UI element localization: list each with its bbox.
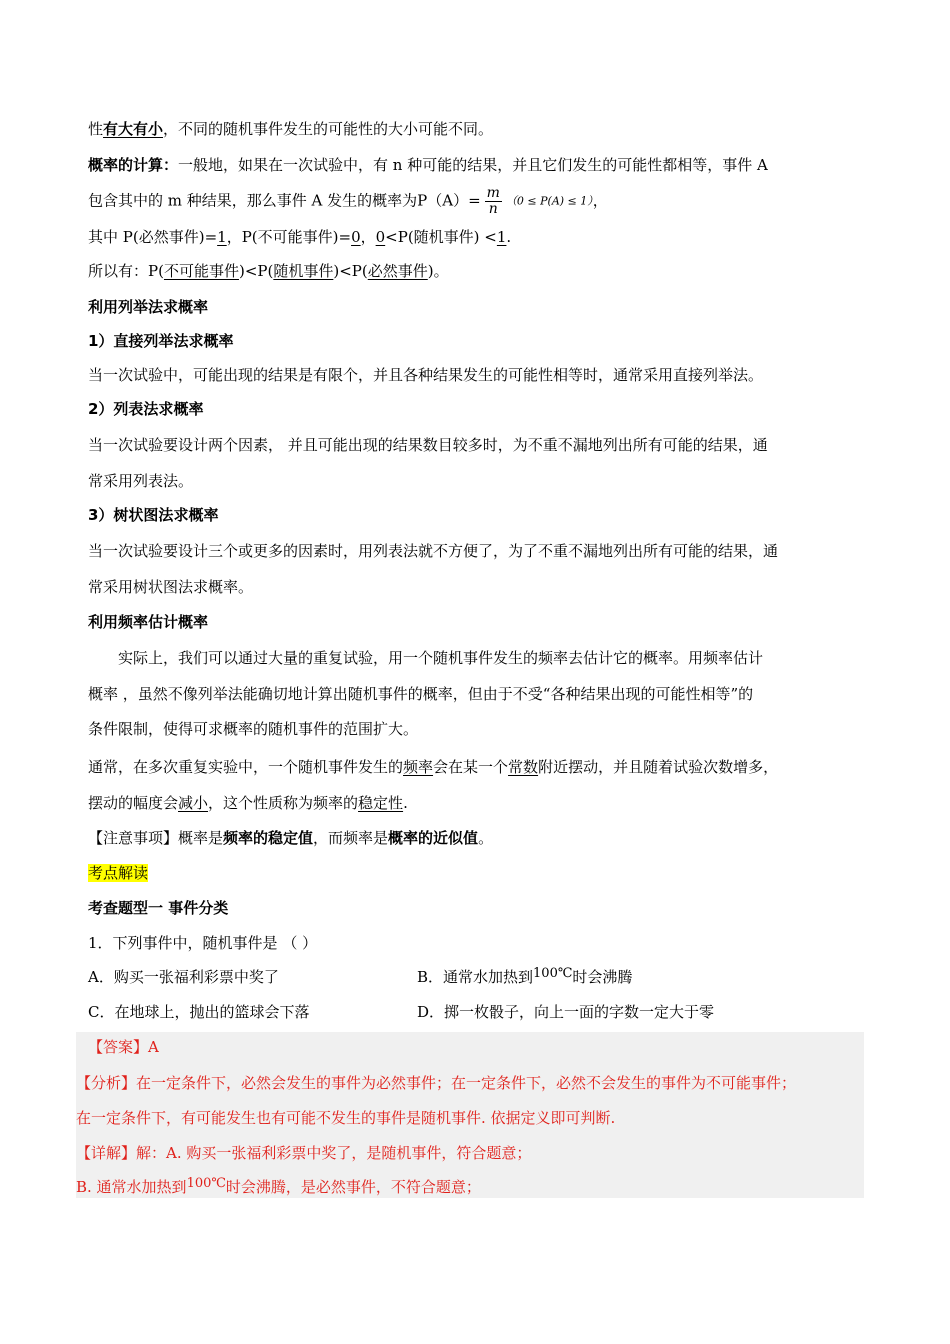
analysis-1: 【分析】在一定条件下，必然会发生的事件为必然事件；在一定条件下，必然不会发生的事件为不可能事件； [76,1074,797,1092]
question-1: 1．下列事件中，随机事件是 （ ） [88,934,318,952]
text-frequency-1: 实际上，我们可以通过大量的重复试验，用一个随机事件发生的频率去估计它的概率。用频率估计 [118,649,764,667]
paragraph-event-values: 其中 P(必然事件)=1，P(不可能事件)=0，0<P(随机事件) <1. [88,228,512,246]
paragraph-probability-calc: 概率的计算：一般地，如果在一次试验中，有 n 种可能的结果，并且它们发生的可能性都相等，事件 A [88,156,768,174]
option-c: C．在地球上，抛出的篮球会下落 [88,1003,310,1021]
formula-range: （0 ≤ P(A) ≤ 1） [505,194,593,208]
heading-frequency-estimation: 利用频率估计概率 [88,613,209,631]
highlight-label: 考点解读 [88,864,149,882]
text-frequency-2: 概率 ，虽然不像列举法能确切地计算出随机事件的概率，但由于不受“各种结果出现的可能性相等”的 [88,685,754,703]
text-tree-method-1: 当一次试验要设计三个或更多的因素时，用列表法就不方便了，为了不重不漏地列出所有可能的结果，通 [88,542,779,560]
note: 【注意事项】概率是频率的稳定值，而频率是概率的近似值。 [88,829,494,847]
analysis-2: 在一定条件下，有可能发生也有可能不发生的事件是随机事件. 依据定义即可判断. [76,1109,616,1127]
subheading-table-method: 2）列表法求概率 [88,400,204,418]
paragraph-ordering: 所以有：P(不可能事件)<P(随机事件)<P(必然事件)。 [88,262,449,280]
text-table-method-1: 当一次试验要设计两个因素， 并且可能出现的结果数目较多时，为不重不漏地列出所有可能的结果，通 [88,436,768,454]
text-direct-enumeration: 当一次试验中，可能出现的结果是有限个，并且各种结果发生的可能性相等时，通常采用直接列举法。 [88,366,764,384]
formula-label: P（A）= [417,191,481,210]
subheading-direct-enumeration: 1）直接列举法求概率 [88,332,234,350]
text-stability-1: 通常，在多次重复实验中，一个随机事件发生的频率会在某一个常数附近摆动，并且随着试验次数增多， [88,758,779,776]
question-type-heading: 考查题型一 事件分类 [88,899,229,917]
option-b: B．通常水加热到100℃时会沸腾 [417,966,633,986]
text-frequency-3: 条件限制，使得可求概率的随机事件的范围扩大。 [88,720,419,738]
answer: 【答案】A [88,1038,159,1056]
paragraph-possibility: 性有大有小，不同的随机事件发生的可能性的大小可能不同。 [88,120,494,138]
fraction: $\frac{m}{n}$ [486,185,500,217]
option-d: D．掷一枚骰子，向上一面的字数一定大于零 [417,1003,715,1021]
paragraph-probability-formula: 包含其中的 m 种结果，那么事件 A 发生的概率为P（A）= $\frac{m}{n}$ （0 ≤ P(A) ≤ 1）， [88,185,608,217]
detail-1: 【详解】解：A. 购买一张福利彩票中奖了，是随机事件，符合题意； [76,1144,532,1162]
text-table-method-2: 常采用列表法。 [88,472,194,490]
heading-enumeration: 利用列举法求概率 [88,298,209,316]
text-stability-2: 摆动的幅度会减小，这个性质称为频率的稳定性. [88,794,408,812]
option-a: A．购买一张福利彩票中奖了 [88,968,279,986]
subheading-tree-method: 3）树状图法求概率 [88,506,219,524]
detail-2: B. 通常水加热到100℃时会沸腾，是必然事件，不符合题意； [76,1176,481,1196]
text-tree-method-2: 常采用树状图法求概率。 [88,578,254,596]
